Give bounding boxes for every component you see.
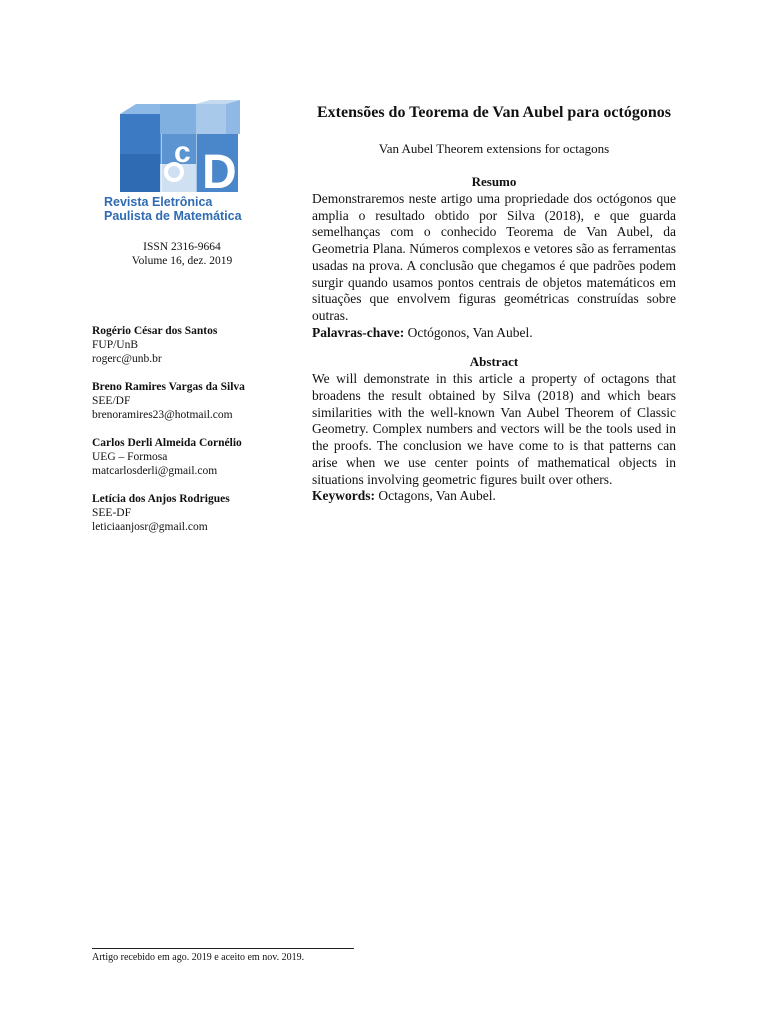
author-name: Carlos Derli Almeida Cornélio bbox=[92, 437, 242, 449]
journal-name bbox=[104, 195, 279, 223]
author-block bbox=[92, 436, 258, 478]
volume: Volume 16, dez. 2019 bbox=[131, 255, 233, 267]
cube-logo-icon bbox=[118, 100, 243, 195]
palavras-chave bbox=[312, 325, 676, 342]
keywords-label: Keywords: bbox=[312, 488, 375, 504]
author-affiliation: SEE-DF bbox=[92, 507, 131, 519]
author-affiliation: UEG – Formosa bbox=[92, 451, 168, 463]
author-block bbox=[92, 492, 258, 534]
palavras-chave-value: Octógonos, Van Aubel. bbox=[407, 324, 533, 340]
author-block bbox=[92, 324, 258, 366]
footnote-text: Artigo recebido em ago. 2019 e aceito em nov. 2019. bbox=[92, 952, 305, 963]
author-email: leticiaanjosr@gmail.com bbox=[92, 521, 208, 533]
palavras-chave-label: Palavras-chave: bbox=[312, 324, 405, 340]
journal-name-line2: Paulista de Matemática bbox=[104, 209, 242, 223]
article-column bbox=[312, 103, 676, 505]
footnote bbox=[92, 948, 392, 964]
authors-list bbox=[92, 324, 258, 548]
article-title: Extensões do Teorema de Van Aubel para octógonos bbox=[317, 104, 671, 121]
author-name: Rogério César dos Santos bbox=[92, 325, 218, 337]
keywords bbox=[312, 488, 676, 505]
resumo-text: Demonstraremos neste artigo uma propriedade dos octógonos que amplia o resultado obtido por Silva (2018), e que guarda semelhanças com o conhecido Teorema de Van Aubel, da Geometria Plana. Números complexos e vetores são as ferramentas usadas na prova. A conclusão que chegamos é que padrões podem surgir quando usamos pontos centrais de objetos matemáticos em situações que envolvem figuras geométricas construídas sobre outras. bbox=[312, 191, 676, 323]
svg-text:D: D bbox=[202, 146, 237, 195]
author-affiliation: SEE/DF bbox=[92, 395, 131, 407]
journal-name-line1: Revista Eletrônica bbox=[104, 195, 213, 209]
author-email: matcarlosderli@gmail.com bbox=[92, 465, 218, 477]
keywords-value: Octagons, Van Aubel. bbox=[378, 488, 496, 504]
author-affiliation: FUP/UnB bbox=[92, 339, 139, 351]
abstract-heading: Abstract bbox=[469, 354, 519, 370]
author-email: brenoramires23@hotmail.com bbox=[92, 409, 233, 421]
article-subtitle: Van Aubel Theorem extensions for octagons bbox=[378, 141, 610, 156]
footnote-divider bbox=[92, 948, 354, 949]
abstract-text: We will demonstrate in this article a property of octagons that broadens the result obtained by Silva (2018) and which bears similarities with the well-known Van Aubel Theorem of Classic Geometry. Complex numbers and vectors will be the tools used in the proofs. The conclusion we have come to is that patterns can arise when we use center points of mathematical objects in situations involving geometric figures built over others. bbox=[312, 371, 676, 487]
author-name: Breno Ramires Vargas da Silva bbox=[92, 381, 245, 393]
author-name: Letícia dos Anjos Rodrigues bbox=[92, 493, 230, 505]
issn: ISSN 2316-9664 bbox=[143, 241, 221, 253]
issn-block bbox=[92, 240, 272, 268]
svg-text:c: c bbox=[174, 136, 191, 169]
author-email: rogerc@unb.br bbox=[92, 353, 162, 365]
author-block bbox=[92, 380, 258, 422]
resumo-heading: Resumo bbox=[471, 174, 517, 189]
